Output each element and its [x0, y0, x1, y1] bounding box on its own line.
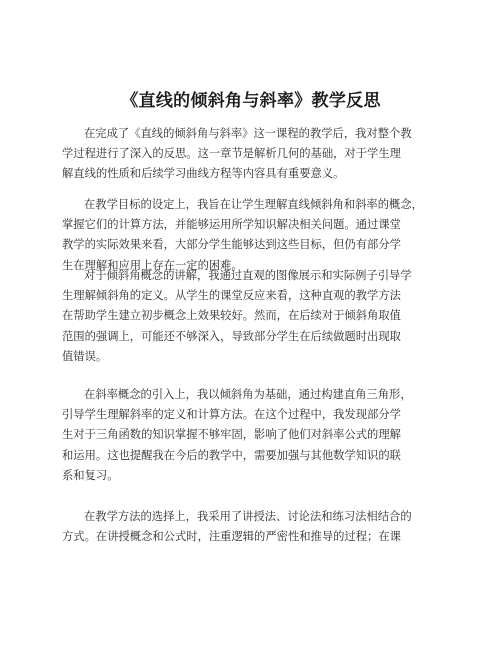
text-line: 生对于三角函数的知识掌握不够牢固，影响了他们对斜率公式的理解: [62, 428, 401, 442]
text-line: 在斜率概念的引入上，我以倾斜角为基础，通过构建直角三角形，: [84, 388, 412, 401]
text-line: 系和复习。: [62, 468, 119, 482]
text-line: 引导学生理解斜率的定义和计算方法。在这个过程中，我发现部分学: [62, 408, 401, 422]
text-line: 在教学目标的设定上，我旨在让学生理解直线倾斜角和斜率的概念，: [84, 198, 423, 211]
paragraph-5: [62, 507, 452, 547]
paragraph-1: [62, 124, 452, 185]
paragraph-4: [62, 385, 452, 486]
text-line: 生理解倾斜角的定义。从学生的课堂反应来看，这种直观的教学方法: [62, 289, 401, 303]
text-line: 在完成了《直线的倾斜角与斜率》这一课程的教学后，我对整个教: [84, 127, 412, 140]
paragraph-3: [62, 266, 452, 367]
text-line: 教学的实际效果来看，大部分学生能够达到这些目标，但仍有部分学: [62, 238, 401, 252]
text-line: 值错误。: [62, 349, 108, 363]
paragraph-2: [62, 195, 452, 276]
document-title: 《直线的倾斜角与斜率》教学反思: [121, 91, 381, 111]
text-line: 生在理解和应用上存在一定的困难。: [62, 258, 243, 272]
text-line: 在教学方法的选择上，我采用了讲授法、讨论法和练习法相结合的: [84, 510, 412, 523]
text-line: 解直线的性质和后续学习曲线方程等内容具有重要意义。: [62, 167, 345, 181]
text-line: 在帮助学生建立初步概念上效果较好。然而，在后续对于倾斜角取值: [62, 309, 401, 323]
text-line: 对于倾斜角概念的讲解，我通过直观的图像展示和实际例子引导学: [84, 269, 412, 282]
text-line: 掌握它们的计算方法，并能够运用所学知识解决相关问题。通过课堂: [62, 218, 401, 232]
text-line: 和运用。这也提醒我在今后的教学中，需要加强与其他数学知识的联: [62, 448, 401, 462]
text-line: 方式。在讲授概念和公式时，注重逻辑的严密性和推导的过程；在课: [62, 530, 401, 544]
text-line: 学过程进行了深入的反思。这一章节是解析几何的基础，对于学生理: [62, 147, 401, 161]
text-line: 范围的强调上，可能还不够深入，导致部分学生在后续做题时出现取: [62, 329, 401, 343]
